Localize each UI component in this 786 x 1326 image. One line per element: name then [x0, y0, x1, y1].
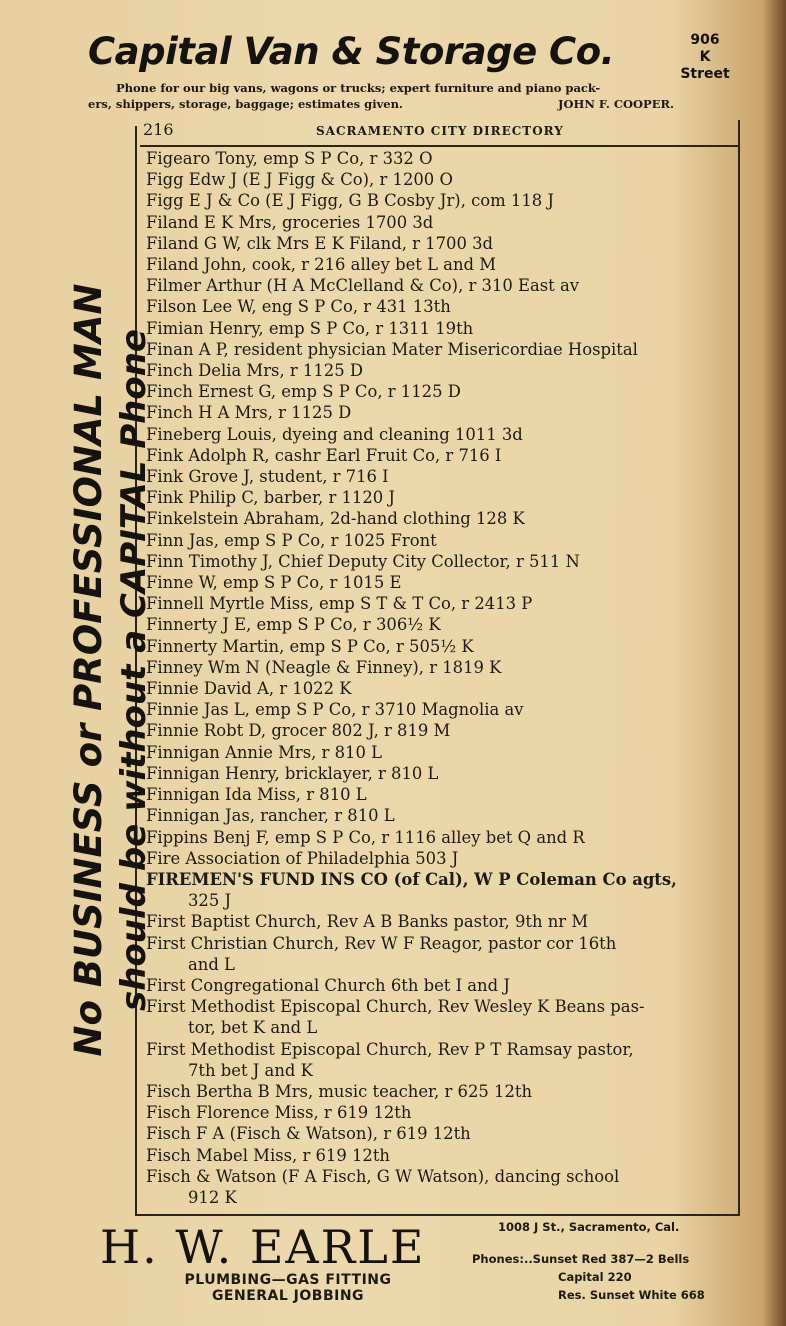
ad-address-street	[673, 49, 737, 83]
directory-title: SACRAMENTO CITY DIRECTORY	[316, 124, 564, 138]
directory-entry: and L	[188, 954, 235, 974]
directory-entry: Filson Lee W, eng S P Co, r 431 13th	[146, 297, 451, 317]
directory-entry: Fippins Benj F, emp S P Co, r 1116 alley bet Q and R	[146, 827, 585, 847]
directory-entry: First Methodist Episcopal Church, Rev Wesley K Beans pas-	[146, 997, 645, 1017]
directory-entry: Figg E J & Co (E J Figg, G B Cosby Jr), com 118 J	[146, 191, 554, 211]
directory-entry: tor, bet K and L	[188, 1018, 318, 1038]
directory-entry: Finnie Jas L, emp S P Co, r 3710 Magnolia av	[146, 700, 524, 720]
ad-tagline-2: ers, shippers, storage, baggage; estimates given.	[88, 97, 403, 111]
earle-service-1: PLUMBING—GAS FITTING	[184, 1272, 392, 1288]
right-frame-rule	[738, 120, 740, 1216]
earle-phone-2: Capital 220	[558, 1270, 632, 1284]
ad-address-street-word: Street	[680, 66, 730, 82]
earle-address: 1008 J St., Sacramento, Cal.	[498, 1220, 680, 1234]
directory-entry: Fineberg Louis, dyeing and cleaning 1011 3d	[146, 424, 523, 444]
directory-entry: Finnigan Jas, rancher, r 810 L	[146, 806, 395, 826]
directory-entry: Fink Grove J, student, r 716 I	[146, 467, 389, 487]
directory-entry: Fisch & Watson (F A Fisch, G W Watson), dancing school	[146, 1166, 620, 1186]
side-ad-line-2: should be without a CAPITAL Phone	[114, 329, 154, 1011]
directory-entry: Finne W, emp S P Co, r 1015 E	[146, 573, 402, 593]
directory-entry: Finnerty Martin, emp S P Co, r 505½ K	[146, 636, 474, 656]
ad-company-address	[673, 32, 737, 83]
ad-tagline-1: Phone for our big vans, wagons or trucks; expert furniture and piano pack-	[116, 81, 601, 95]
top-advertisement	[88, 30, 738, 122]
directory-entry: Figg Edw J (E J Figg & Co), r 1200 O	[146, 170, 453, 190]
directory-entry: 325 J	[188, 891, 232, 911]
directory-entry: Fimian Henry, emp S P Co, r 1311 19th	[146, 318, 474, 338]
ad-address-number: 906	[690, 32, 720, 48]
directory-entry: Finnie Robt D, grocer 802 J, r 819 M	[146, 721, 451, 741]
directory-entry: Fire Association of Philadelphia 503 J	[146, 848, 459, 868]
directory-entry: Finnigan Annie Mrs, r 810 L	[146, 742, 382, 762]
header-rule	[140, 145, 740, 147]
directory-entry: Fink Philip C, barber, r 1120 J	[146, 488, 395, 508]
earle-phone-3: Res. Sunset White 668	[558, 1288, 705, 1302]
ad-address-street-letter: K	[699, 49, 711, 65]
side-ad-line-1: No BUSINESS or PROFESSIONAL MAN	[67, 283, 110, 1057]
side-advertisement	[66, 125, 158, 1215]
directory-entry: Figearo Tony, emp S P Co, r 332 O	[146, 149, 433, 168]
directory-entry: Finan A P, resident physician Mater Misericordiae Hospital	[146, 339, 638, 359]
directory-entry: Fisch Bertha B Mrs, music teacher, r 625 12th	[146, 1081, 533, 1101]
directory-entry: Finnigan Ida Miss, r 810 L	[146, 785, 367, 805]
earle-phones	[472, 1250, 705, 1304]
ad-company-title: Capital Van & Storage Co.	[88, 30, 615, 73]
directory-entry: Filand John, cook, r 216 alley bet L and M	[146, 255, 496, 275]
directory-entry: Fink Adolph R, cashr Earl Fruit Co, r 716 I	[146, 445, 502, 465]
directory-entry: Fisch F A (Fisch & Watson), r 619 12th	[146, 1124, 471, 1144]
directory-entries	[146, 148, 738, 1208]
directory-entry: Finney Wm N (Neagle & Finney), r 1819 K	[146, 657, 502, 677]
directory-entry: Filand G W, clk Mrs E K Filand, r 1700 3d	[146, 233, 494, 253]
directory-entry: Filmer Arthur (H A McClelland & Co), r 310 East av	[146, 276, 580, 296]
directory-entry: First Baptist Church, Rev A B Banks pastor, 9th nr M	[146, 912, 589, 932]
directory-entry: First Methodist Episcopal Church, Rev P T Ramsay pastor,	[146, 1039, 634, 1059]
earle-service-2: GENERAL JOBBING	[211, 1288, 365, 1304]
directory-entry: 7th bet J and K	[188, 1060, 313, 1080]
page-number: 216	[143, 120, 174, 139]
ad-tagline-2-row	[88, 96, 708, 112]
directory-entry: Finch Delia Mrs, r 1125 D	[146, 361, 363, 381]
directory-entry: Finch H A Mrs, r 1125 D	[146, 403, 352, 423]
earle-phone-1: Phones:..Sunset Red 387—2 Bells	[472, 1252, 690, 1266]
directory-entry: Fisch Mabel Miss, r 619 12th	[146, 1145, 390, 1165]
directory-entry: Finch Ernest G, emp S P Co, r 1125 D	[146, 382, 461, 402]
directory-entry: Fisch Florence Miss, r 619 12th	[146, 1103, 412, 1123]
directory-entry: FIREMEN'S FUND INS CO (of Cal), W P Coleman Co agts,	[146, 869, 677, 889]
directory-entry: Filand E K Mrs, groceries 1700 3d	[146, 212, 434, 232]
directory-entry: Finnie David A, r 1022 K	[146, 679, 352, 699]
earle-business-name: H. W. EARLE	[100, 1220, 426, 1274]
directory-entry: Finnerty J E, emp S P Co, r 306½ K	[146, 615, 441, 635]
directory-entry: Finkelstein Abraham, 2d-hand clothing 128 K	[146, 509, 525, 529]
bottom-advertisement	[100, 1212, 750, 1320]
directory-entry: First Congregational Church 6th bet I and J	[146, 975, 510, 995]
directory-entry: First Christian Church, Rev W F Reagor, pastor cor 16th	[146, 933, 617, 953]
directory-entry: Finn Timothy J, Chief Deputy City Collector, r 511 N	[146, 551, 580, 571]
directory-entry: Finn Jas, emp S P Co, r 1025 Front	[146, 530, 437, 550]
directory-entry: Finnigan Henry, bricklayer, r 810 L	[146, 763, 439, 783]
directory-entry: 912 K	[188, 1187, 237, 1207]
directory-entry: Finnell Myrtle Miss, emp S T & T Co, r 2413 P	[146, 594, 533, 614]
earle-services	[168, 1272, 408, 1304]
ad-owner-name: JOHN F. COOPER.	[558, 97, 675, 111]
